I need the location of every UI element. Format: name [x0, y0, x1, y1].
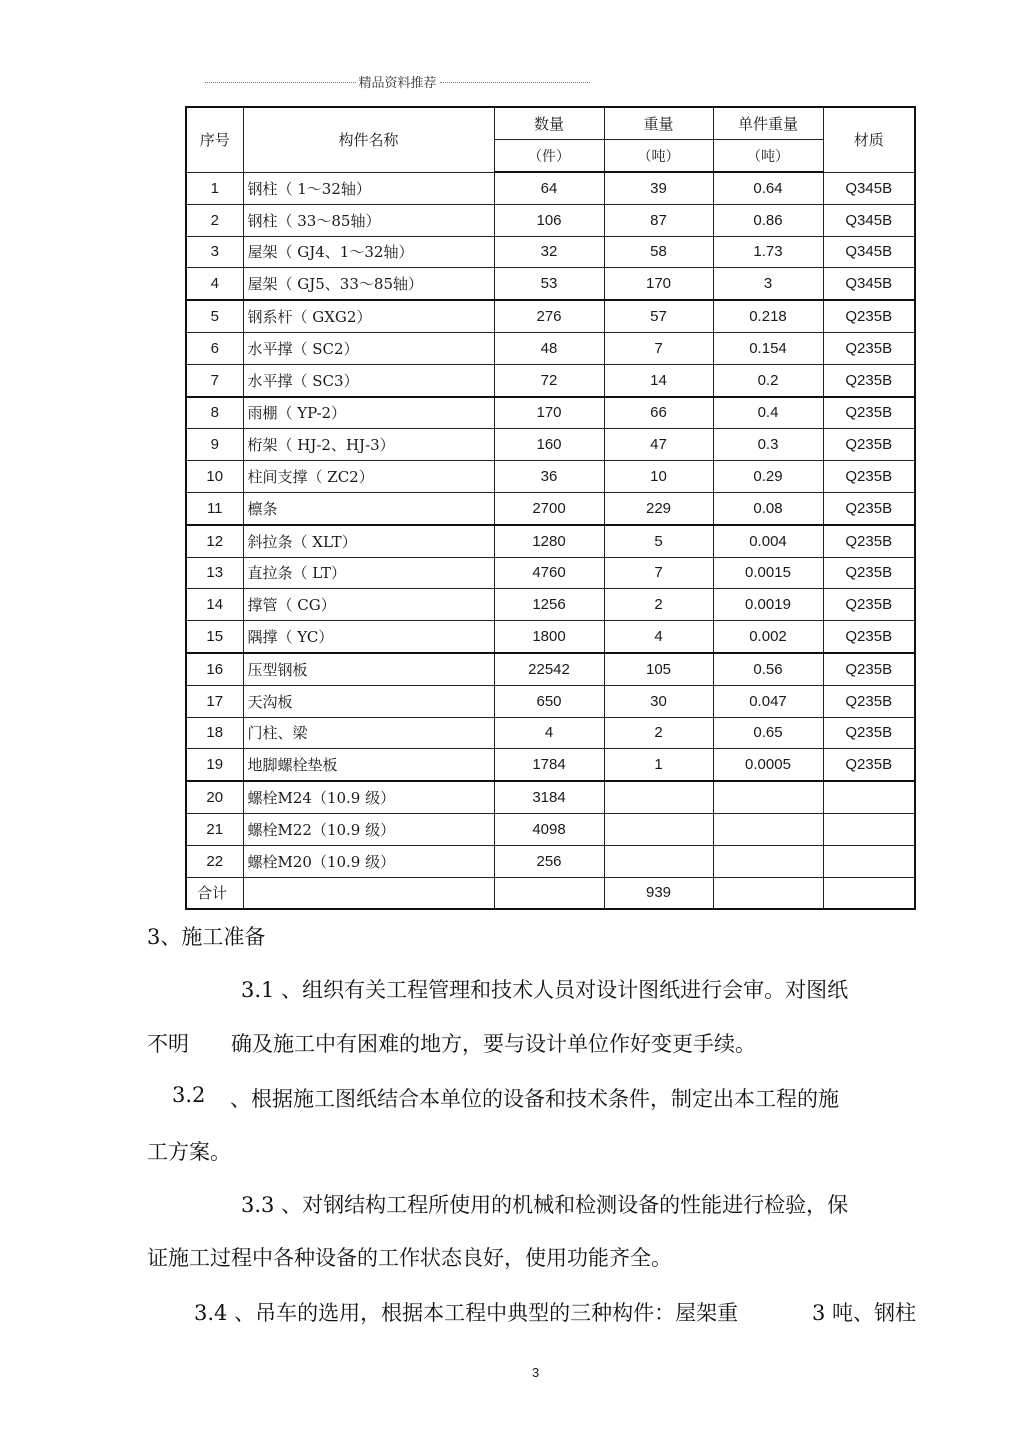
cell-material: Q235B	[823, 589, 915, 621]
cell-material: Q345B	[823, 172, 915, 204]
cell-index: 4	[186, 268, 243, 300]
cell-name: 水平撑（ SC2）	[243, 332, 494, 364]
cell-unit-weight: 0.65	[713, 717, 823, 749]
header-weight: 重量	[604, 107, 713, 140]
cell-material: Q235B	[823, 429, 915, 461]
table-row	[186, 172, 915, 204]
table-row	[186, 236, 915, 268]
cell-index: 20	[186, 781, 243, 813]
cell-quantity: 64	[494, 172, 604, 204]
table-row	[186, 492, 915, 524]
cell-weight: 4	[604, 621, 713, 653]
cell-quantity: 650	[494, 685, 604, 717]
cell-unit-weight	[713, 813, 823, 845]
cell-weight: 30	[604, 685, 713, 717]
cell-quantity: 72	[494, 364, 604, 396]
unit-quantity: （件）	[494, 140, 604, 173]
cell-name: 直拉条（ LT）	[243, 557, 494, 589]
cell-unit-weight: 0.218	[713, 300, 823, 332]
p34-line1a: 3.4 、吊车的选用，根据本工程中典型的三种构件：屋架重	[194, 1301, 739, 1325]
cell-material: Q235B	[823, 717, 915, 749]
table-row	[186, 685, 915, 717]
cell-weight: 58	[604, 236, 713, 268]
cell-unit-weight: 0.004	[713, 525, 823, 557]
total-quantity	[494, 877, 604, 909]
cell-name: 钢柱（ 1～32轴）	[243, 172, 494, 204]
cell-quantity: 4	[494, 717, 604, 749]
cell-name: 隅撑（ YC）	[243, 621, 494, 653]
table-row	[186, 813, 915, 845]
cell-index: 11	[186, 492, 243, 524]
cell-material: Q235B	[823, 685, 915, 717]
cell-unit-weight: 0.002	[713, 621, 823, 653]
header-dots-left	[205, 82, 356, 83]
cell-material: Q345B	[823, 236, 915, 268]
cell-quantity: 106	[494, 204, 604, 236]
cell-material	[823, 813, 915, 845]
cell-quantity: 2700	[494, 492, 604, 524]
table-row	[186, 557, 915, 589]
cell-unit-weight: 0.154	[713, 332, 823, 364]
cell-name: 门柱、梁	[243, 717, 494, 749]
cell-name: 地脚螺栓垫板	[243, 749, 494, 781]
cell-weight: 7	[604, 332, 713, 364]
table-row	[186, 204, 915, 236]
cell-unit-weight: 0.2	[713, 364, 823, 396]
cell-name: 钢柱（ 33～85轴）	[243, 204, 494, 236]
table-row	[186, 845, 915, 877]
cell-weight: 87	[604, 204, 713, 236]
cell-material: Q235B	[823, 557, 915, 589]
cell-material: Q235B	[823, 653, 915, 685]
table-row	[186, 461, 915, 493]
table-row	[186, 781, 915, 813]
total-material	[823, 877, 915, 909]
components-table	[185, 106, 916, 910]
cell-quantity: 276	[494, 300, 604, 332]
p31-line2b: 确及施工中有困难的地方，要与设计单位作好变更手续。	[231, 1032, 756, 1056]
cell-index: 17	[186, 685, 243, 717]
cell-quantity: 32	[494, 236, 604, 268]
cell-index: 5	[186, 300, 243, 332]
cell-weight: 1	[604, 749, 713, 781]
cell-name: 斜拉条（ XLT）	[243, 525, 494, 557]
total-name	[243, 877, 494, 909]
table-row	[186, 332, 915, 364]
cell-name: 柱间支撑（ ZC2）	[243, 461, 494, 493]
cell-weight: 14	[604, 364, 713, 396]
table-row	[186, 749, 915, 781]
cell-material: Q235B	[823, 525, 915, 557]
cell-unit-weight	[713, 781, 823, 813]
cell-index: 21	[186, 813, 243, 845]
cell-quantity: 1280	[494, 525, 604, 557]
cell-quantity: 53	[494, 268, 604, 300]
cell-material: Q235B	[823, 332, 915, 364]
cell-name: 撑管（ CG）	[243, 589, 494, 621]
header-row	[186, 107, 915, 140]
header-quantity: 数量	[494, 107, 604, 140]
cell-index: 6	[186, 332, 243, 364]
cell-index: 1	[186, 172, 243, 204]
total-label: 合计	[186, 877, 243, 909]
cell-unit-weight: 0.0005	[713, 749, 823, 781]
cell-name: 螺栓M22（10.9 级）	[243, 813, 494, 845]
cell-weight: 57	[604, 300, 713, 332]
cell-index: 12	[186, 525, 243, 557]
cell-material: Q345B	[823, 268, 915, 300]
cell-name: 檩条	[243, 492, 494, 524]
cell-unit-weight: 0.56	[713, 653, 823, 685]
cell-material: Q235B	[823, 461, 915, 493]
table-row	[186, 300, 915, 332]
cell-weight	[604, 845, 713, 877]
table-row	[186, 364, 915, 396]
cell-index: 18	[186, 717, 243, 749]
cell-weight: 105	[604, 653, 713, 685]
unit-weight: （吨）	[604, 140, 713, 173]
total-unit-weight	[713, 877, 823, 909]
cell-index: 14	[186, 589, 243, 621]
cell-material: Q235B	[823, 749, 915, 781]
p31-line2a: 不明	[147, 1032, 189, 1056]
p32-line1: 、根据施工图纸结合本单位的设备和技术条件，制定出本工程的施	[230, 1087, 839, 1111]
cell-name: 钢系杆（ GXG2）	[243, 300, 494, 332]
table-row	[186, 589, 915, 621]
header-text: 精品资料推荐	[358, 76, 437, 91]
table-row	[186, 653, 915, 685]
table-row	[186, 621, 915, 653]
cell-quantity: 36	[494, 461, 604, 493]
cell-index: 2	[186, 204, 243, 236]
header-index: 序号	[186, 107, 243, 172]
cell-quantity: 4760	[494, 557, 604, 589]
cell-unit-weight: 0.4	[713, 397, 823, 429]
unit-unit-weight: （吨）	[713, 140, 823, 173]
cell-name: 螺栓M20（10.9 级）	[243, 845, 494, 877]
cell-unit-weight: 3	[713, 268, 823, 300]
cell-quantity: 48	[494, 332, 604, 364]
cell-weight: 2	[604, 717, 713, 749]
cell-quantity: 1784	[494, 749, 604, 781]
p33-line1: 3.3 、对钢结构工程所使用的机械和检测设备的性能进行检验，保	[241, 1193, 849, 1217]
cell-name: 屋架（ GJ4、1～32轴）	[243, 236, 494, 268]
cell-quantity: 4098	[494, 813, 604, 845]
cell-name: 桁架（ HJ-2、HJ-3）	[243, 429, 494, 461]
cell-name: 螺栓M24（10.9 级）	[243, 781, 494, 813]
cell-quantity: 1800	[494, 621, 604, 653]
p32-line2: 工方案。	[147, 1140, 231, 1164]
cell-material: Q235B	[823, 300, 915, 332]
total-weight: 939	[604, 877, 713, 909]
cell-quantity: 256	[494, 845, 604, 877]
cell-weight: 2	[604, 589, 713, 621]
cell-unit-weight: 0.3	[713, 429, 823, 461]
header-name: 构件名称	[243, 107, 494, 172]
table-row	[186, 525, 915, 557]
cell-unit-weight: 0.64	[713, 172, 823, 204]
section-title: 3、施工准备	[147, 925, 266, 949]
table-row	[186, 397, 915, 429]
header-material: 材质	[823, 107, 915, 172]
cell-quantity: 22542	[494, 653, 604, 685]
cell-unit-weight	[713, 845, 823, 877]
cell-index: 9	[186, 429, 243, 461]
cell-weight: 7	[604, 557, 713, 589]
table-row	[186, 429, 915, 461]
cell-name: 压型钢板	[243, 653, 494, 685]
cell-weight: 39	[604, 172, 713, 204]
cell-material: Q345B	[823, 204, 915, 236]
cell-unit-weight: 0.08	[713, 492, 823, 524]
cell-quantity: 160	[494, 429, 604, 461]
cell-quantity: 1256	[494, 589, 604, 621]
cell-name: 雨棚（ YP-2）	[243, 397, 494, 429]
page-number: 3	[532, 1365, 540, 1380]
cell-quantity: 170	[494, 397, 604, 429]
cell-unit-weight: 0.047	[713, 685, 823, 717]
cell-index: 3	[186, 236, 243, 268]
cell-index: 7	[186, 364, 243, 396]
cell-index: 15	[186, 621, 243, 653]
cell-material	[823, 781, 915, 813]
cell-weight: 10	[604, 461, 713, 493]
cell-material: Q235B	[823, 492, 915, 524]
cell-quantity: 3184	[494, 781, 604, 813]
cell-unit-weight: 0.29	[713, 461, 823, 493]
cell-index: 13	[186, 557, 243, 589]
cell-unit-weight: 0.0015	[713, 557, 823, 589]
header-dots-right	[440, 82, 591, 83]
header-unit-weight: 单件重量	[713, 107, 823, 140]
cell-unit-weight: 1.73	[713, 236, 823, 268]
cell-unit-weight: 0.86	[713, 204, 823, 236]
cell-index: 22	[186, 845, 243, 877]
cell-weight: 66	[604, 397, 713, 429]
cell-index: 16	[186, 653, 243, 685]
cell-weight: 229	[604, 492, 713, 524]
cell-weight	[604, 781, 713, 813]
page-header	[205, 72, 590, 91]
cell-index: 8	[186, 397, 243, 429]
cell-unit-weight: 0.0019	[713, 589, 823, 621]
cell-weight: 5	[604, 525, 713, 557]
cell-name: 水平撑（ SC3）	[243, 364, 494, 396]
cell-material	[823, 845, 915, 877]
p34-line1b: 3 吨、钢柱	[812, 1301, 917, 1325]
cell-index: 10	[186, 461, 243, 493]
table-row	[186, 268, 915, 300]
cell-weight: 47	[604, 429, 713, 461]
cell-weight	[604, 813, 713, 845]
p31-line1: 3.1 、组织有关工程管理和技术人员对设计图纸进行会审。对图纸	[241, 978, 849, 1002]
cell-index: 19	[186, 749, 243, 781]
p32-num: 3.2	[172, 1083, 206, 1107]
p33-line2: 证施工过程中各种设备的工作状态良好，使用功能齐全。	[147, 1246, 672, 1270]
table-row	[186, 717, 915, 749]
total-row	[186, 877, 915, 909]
cell-material: Q235B	[823, 364, 915, 396]
cell-name: 屋架（ GJ5、33～85轴）	[243, 268, 494, 300]
cell-material: Q235B	[823, 621, 915, 653]
cell-name: 天沟板	[243, 685, 494, 717]
cell-weight: 170	[604, 268, 713, 300]
cell-material: Q235B	[823, 397, 915, 429]
